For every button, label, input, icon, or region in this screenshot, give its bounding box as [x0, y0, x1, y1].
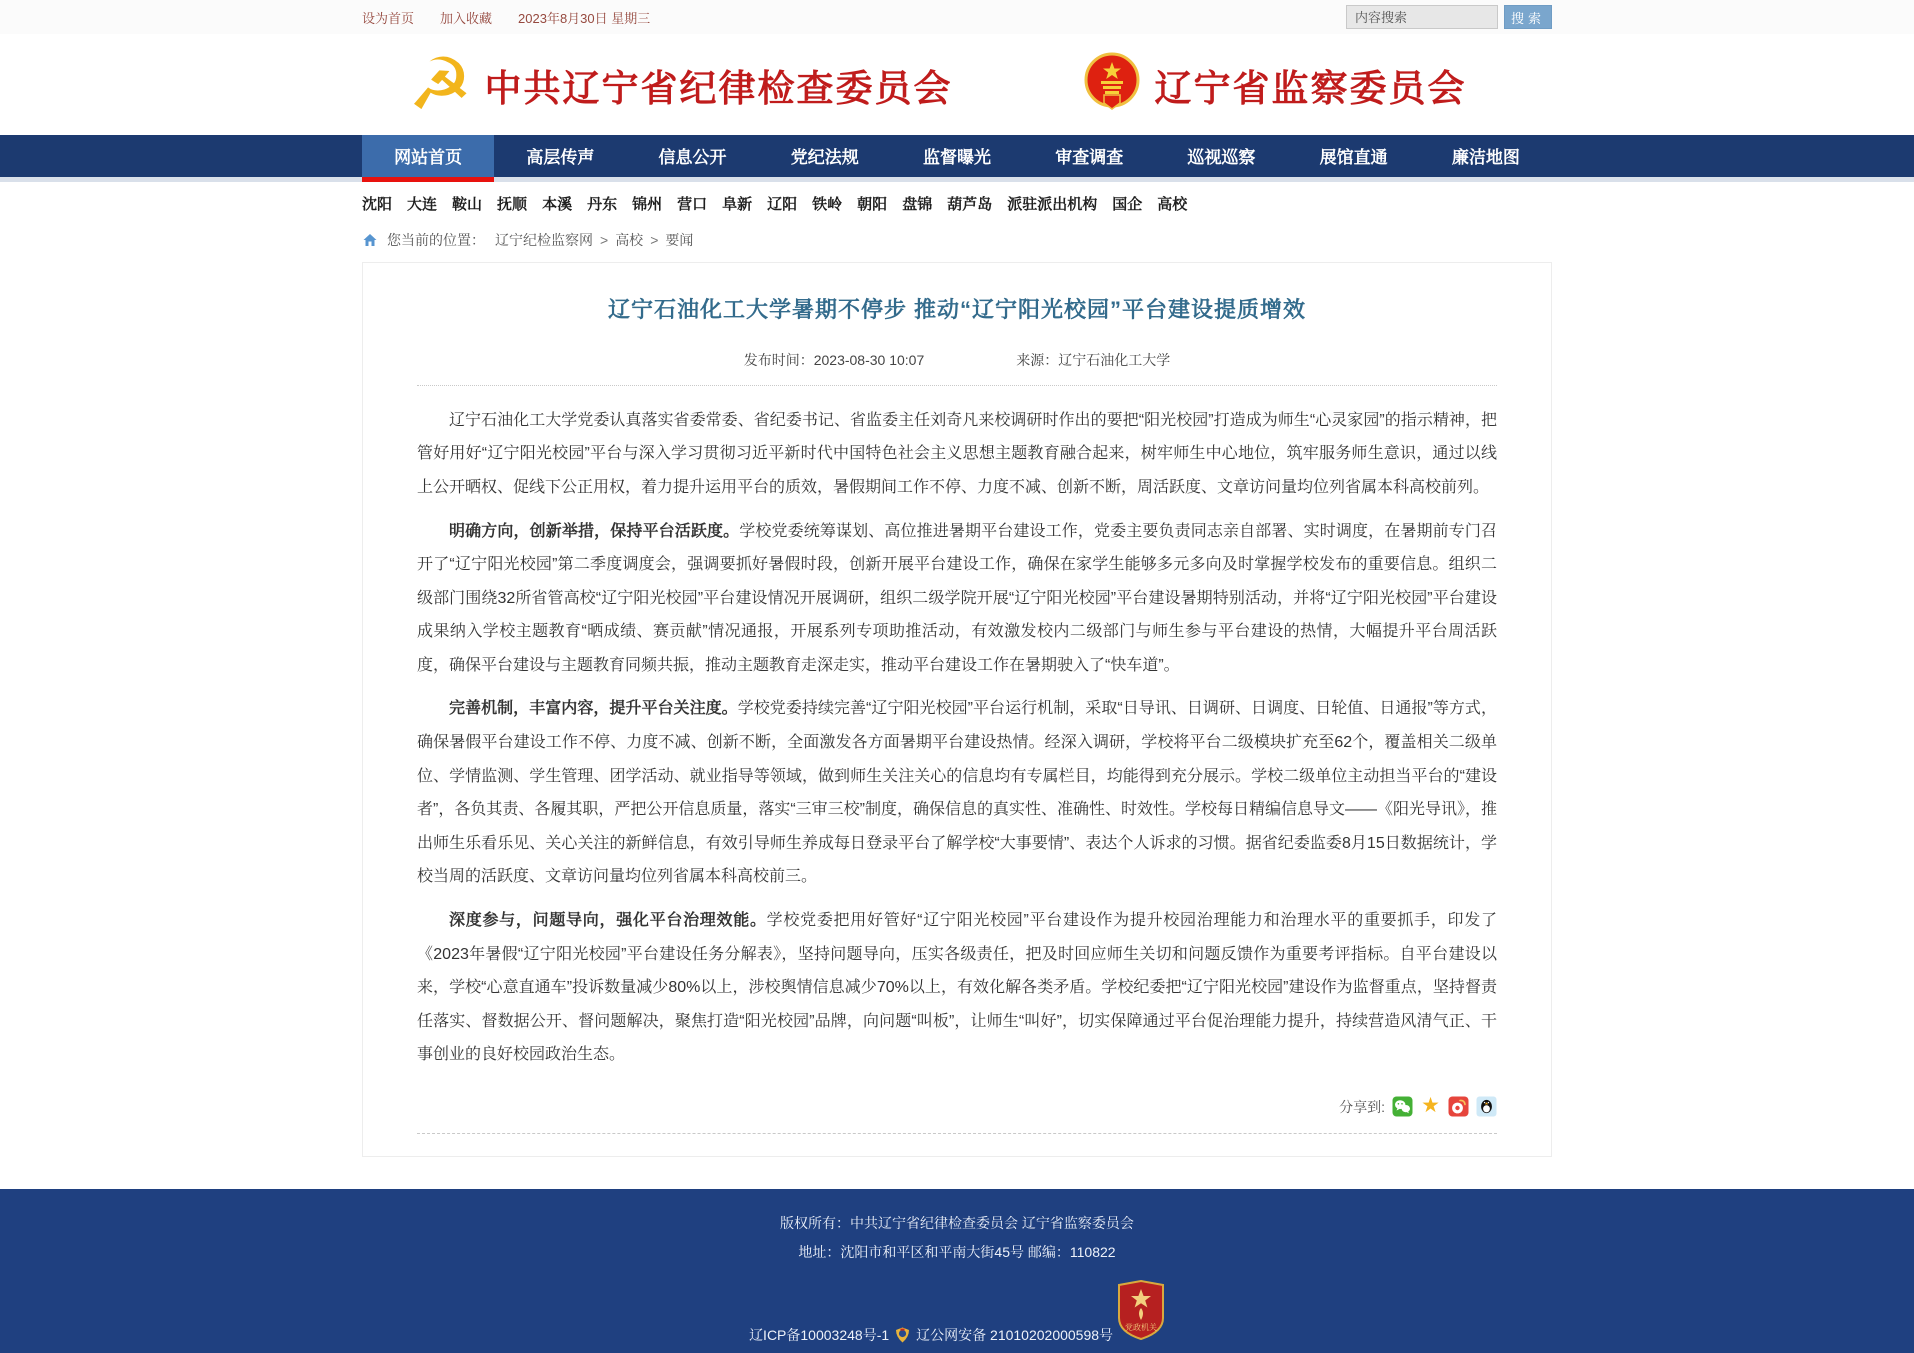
- current-date-label: 2023年8月30日 星期三: [518, 10, 651, 26]
- nav-item-review-investigation[interactable]: 审查调查: [1055, 148, 1124, 168]
- breadcrumb-separator: >: [650, 231, 659, 248]
- article-meta: [417, 350, 1497, 386]
- paragraph-lead: 深度参与，问题导向，强化平台治理效能。: [449, 912, 767, 930]
- subnav-city-link[interactable]: 铁岭: [812, 195, 843, 213]
- source-label: 来源：辽宁石油化工大学: [1016, 351, 1171, 368]
- site-footer: [0, 1189, 1914, 1353]
- qzone-share-icon[interactable]: ★: [1421, 1094, 1440, 1117]
- subnav-city-link[interactable]: 丹东: [587, 195, 618, 213]
- subnav-city-link[interactable]: 盘锦: [902, 195, 933, 213]
- nav-item-home[interactable]: 网站首页: [362, 135, 494, 177]
- subnav-city-link[interactable]: 朝阳: [857, 195, 888, 213]
- subnav-city-link[interactable]: 抚顺: [497, 195, 528, 213]
- org-title-discipline-commission: 中共辽宁省纪律检查委员会: [484, 67, 953, 109]
- breadcrumb-link-news[interactable]: 要闻: [665, 231, 694, 248]
- subnav-city-link[interactable]: 锦州: [632, 195, 663, 213]
- government-badge-label: 党政机关: [1124, 1323, 1157, 1332]
- paragraph-text: 学校党委统筹谋划、高位推进暑期平台建设工作，党委主要负责同志亲自部署、实时调度，在暑期前专门召开了“辽宁阳光校园”第二季度调度会，强调要抓好暑假时段，创新开展平台建设工作，确保在家学生能够多元多向及时掌握学校发布的重要信息。组织二级部门围绕32所省管高校“辽宁阳光校园”平台建设情况开展调研，组织二级学院开展“辽宁阳光校园”平台建设暑期特别活动，并将“辽宁阳光校园”平台建设成果纳入学校主题教育“晒成绩、赛贡献”情况通报，开展系列专项助推活动，有效激发校内二级部门与师生参与平台建设的热情，大幅提升平台周活跃度，确保平台建设与主题教育同频共振，推动主题教育走深走实，推动平台建设工作在暑期驶入了“快车道”。: [417, 522, 1497, 674]
- article-title: 辽宁石油化工大学暑期不停步 推动“辽宁阳光校园”平台建设提质增效: [607, 296, 1307, 322]
- subnav-city-link[interactable]: 高校: [1157, 195, 1188, 213]
- subnav-city-link[interactable]: 大连: [407, 195, 438, 213]
- subnav-city-link[interactable]: 派驻派出机构: [1007, 195, 1098, 213]
- subnav-city-link[interactable]: 阜新: [722, 195, 753, 213]
- subnav-city-link[interactable]: 国企: [1112, 195, 1143, 213]
- org-title-supervisory-commission: 辽宁省监察委员会: [1154, 67, 1467, 109]
- party-emblem-icon: ☭: [408, 44, 473, 125]
- wechat-share-icon[interactable]: [1392, 1096, 1413, 1117]
- footer-icp-line: [749, 1324, 1113, 1346]
- police-badge-icon: [895, 1327, 910, 1343]
- home-icon: [362, 232, 378, 248]
- search-button[interactable]: 搜索: [1504, 5, 1552, 29]
- city-subnav: [0, 182, 1914, 223]
- qq-share-icon[interactable]: [1476, 1096, 1497, 1117]
- paragraph-lead: 完善机制，丰富内容，提升平台关注度。: [449, 700, 738, 718]
- main-navigation: [0, 135, 1914, 182]
- add-favorite-link[interactable]: 加入收藏: [440, 10, 493, 26]
- subnav-city-link[interactable]: 鞍山: [452, 195, 483, 213]
- search-input[interactable]: [1346, 5, 1498, 29]
- paragraph-text: 学校党委把用好管好“辽宁阳光校园”平台建设作为提升校园治理能力和治理水平的重要抓手，印发了《2023年暑假“辽宁阳光校园”平台建设任务分解表》，坚持问题导向，压实各级责任，把及时回应师生关切和问题反馈作为重要考评指标。自平台建设以来，学校“心意直通车”投诉数量减少80%以上，涉校舆情信息减少70%以上，有效化解各类矛盾。学校纪委把“辽宁阳光校园”建设作为监督重点，坚持督责任落实、督数据公开、督问题解决，聚焦打造“阳光校园”品牌，向问题“叫板”，让师生“叫好”，切实保障通过平台促治理能力提升，持续营造风清气正、干事创业的良好校园政治生态。: [417, 912, 1497, 1064]
- subnav-city-link[interactable]: 本溪: [542, 195, 573, 213]
- breadcrumb-link-site[interactable]: 辽宁纪检监察网: [495, 231, 593, 248]
- footer-address: 地址：沈阳市和平区和平南大街45号 邮编：110822: [798, 1244, 1116, 1260]
- article-body: [417, 386, 1497, 1072]
- article-container: [362, 262, 1552, 1157]
- article-paragraph: [417, 404, 1497, 505]
- footer-copyright: 版权所有：中共辽宁省纪律检查委员会 辽宁省监察委员会: [780, 1215, 1134, 1231]
- footer-beian-link[interactable]: 辽公网安备 21010202000598号: [916, 1327, 1114, 1343]
- paragraph-text: 辽宁石油化工大学党委认真落实省委常委、省纪委书记、省监委主任刘奇凡来校调研时作出的要把“阳光校园”打造成为师生“心灵家园”的指示精神，把管好用好“辽宁阳光校园”平台与深入学习贯彻习近平新时代中国特色社会主义思想主题教育融合起来，树牢师生中心地位，筑牢服务师生意识，通过以线上公开晒权、促线下公正用权，着力提升运用平台的质效，暑假期间工作不停、力度不减、创新不断，周活跃度、文章访问量均位列省属本科高校前列。: [417, 411, 1497, 496]
- government-site-badge[interactable]: [1117, 1280, 1165, 1343]
- breadcrumb: [362, 223, 1552, 262]
- weibo-share-icon[interactable]: [1448, 1096, 1469, 1117]
- paragraph-text: 学校党委持续完善“辽宁阳光校园”平台运行机制，采取“日导讯、日调研、日调度、日轮值、日通报”等方式，确保暑假平台建设工作不停、力度不减、创新不断，全面激发各方面暑期平台建设热情。经深入调研，学校将平台二级模块扩充至62个，覆盖相关二级单位、学情监测、学生管理、团学活动、就业指导等领域，做到师生关注关心的信息均有专属栏目，均能得到充分展示。学校二级单位主动担当平台的“建设者”，各负其责、各履其职，严把公开信息质量，落实“三审三校”制度，确保信息的真实性、准确性、时效性。学校每日精编信息导文——《阳光导讯》，推出师生乐看乐见、关心关注的新鲜信息，有效引导师生养成每日登录平台了解学校“大事要情”、表达个人诉求的习惯。据省纪委监委8月15日数据统计，学校当周的活跃度、文章访问量均位列省属本科高校前三。: [417, 700, 1497, 886]
- article-paragraph: [417, 904, 1497, 1072]
- brand-supervisory-commission[interactable]: [1081, 51, 1467, 118]
- nav-item-supervision-exposure[interactable]: 监督曝光: [922, 148, 991, 168]
- footer-icp-link[interactable]: 辽ICP备10003248号-1: [749, 1327, 890, 1343]
- site-header: [0, 34, 1914, 134]
- set-homepage-link[interactable]: 设为首页: [362, 10, 415, 26]
- article-paragraph: [417, 692, 1497, 894]
- article-paragraph: [417, 515, 1497, 683]
- publish-time-label: 发布时间：2023-08-30 10:07: [743, 351, 925, 368]
- article-bottom-divider: [417, 1133, 1497, 1134]
- paragraph-lead: 明确方向，创新举措，保持平台活跃度。: [449, 522, 740, 540]
- breadcrumb-separator: >: [600, 231, 609, 248]
- share-label: 分享到:: [1339, 1098, 1385, 1115]
- subnav-city-link[interactable]: 葫芦岛: [947, 195, 993, 213]
- subnav-city-link[interactable]: 营口: [677, 195, 708, 213]
- topbar: [0, 0, 1914, 34]
- share-row: [417, 1096, 1497, 1117]
- national-emblem-icon: [1081, 51, 1143, 118]
- subnav-city-link[interactable]: 辽阳: [767, 195, 798, 213]
- nav-item-integrity-map[interactable]: 廉洁地图: [1451, 148, 1520, 168]
- nav-item-inspection-tours[interactable]: 巡视巡察: [1187, 148, 1256, 168]
- breadcrumb-prefix: 您当前的位置：: [387, 231, 485, 248]
- nav-item-leadership-voice[interactable]: 高层传声: [526, 148, 595, 168]
- breadcrumb-link-colleges[interactable]: 高校: [615, 231, 644, 248]
- nav-item-info-disclosure[interactable]: 信息公开: [658, 148, 727, 168]
- nav-item-discipline-regulations[interactable]: 党纪法规: [790, 148, 859, 168]
- subnav-city-link[interactable]: 沈阳: [362, 195, 393, 213]
- nav-item-exhibition-hall[interactable]: 展馆直通: [1319, 148, 1388, 168]
- brand-discipline-commission[interactable]: [408, 44, 953, 125]
